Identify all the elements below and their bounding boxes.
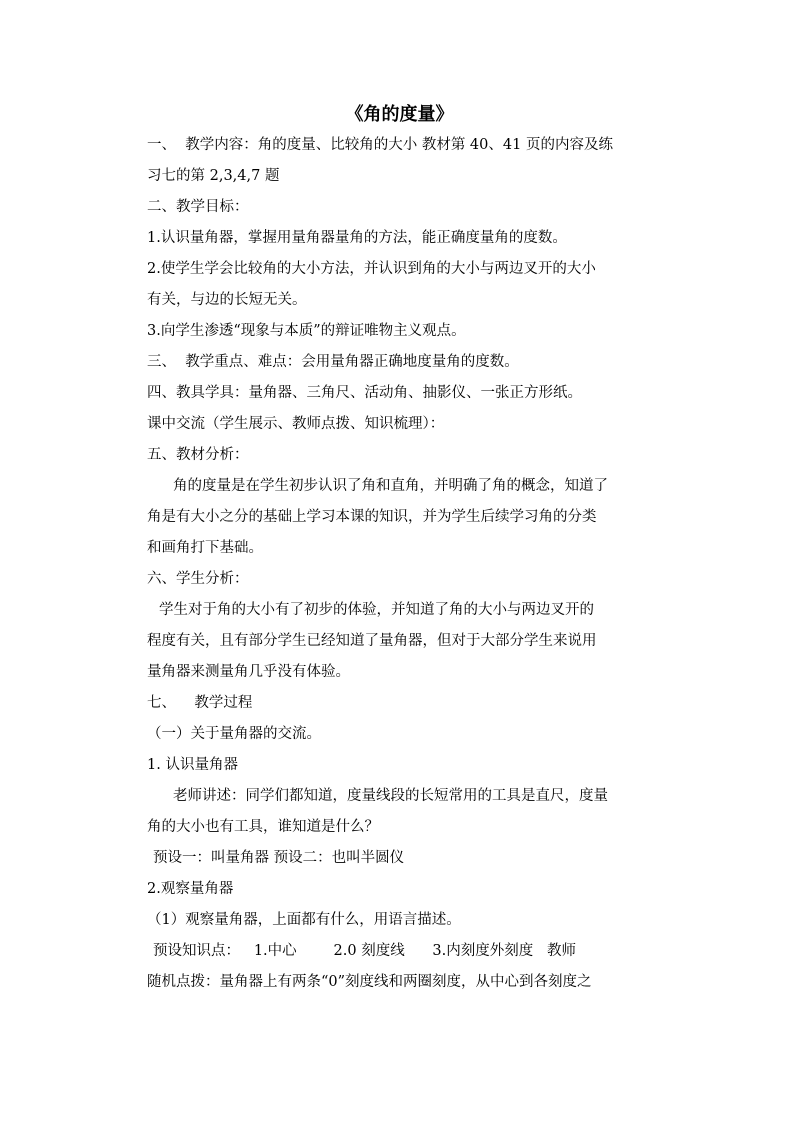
goal-3: 3.向学生渗透“现象与本质”的辩证唯物主义观点。 [147, 323, 466, 339]
material-analysis-p1: 角的度量是在学生初步认识了角和直角，并明确了角的概念，知道了 [173, 478, 608, 494]
goal-2: 2.使学生学会比较角的大小方法，并认识到角的大小与两边叉开的大小 [147, 261, 596, 277]
section-7-heading: 七、 教学过程 [147, 695, 253, 711]
teacher-guidance: 随机点拨：量角器上有两条“0”刻度线和两圈刻度，从中心到各刻度之 [147, 974, 592, 990]
preset-knowledge-points: 预设知识点： 1.中心 2.0 刻度线 3.内刻度外刻度 教师 [153, 943, 577, 959]
teacher-narration-p2: 角的大小也有工具，谁知道是什么？ [147, 819, 379, 835]
goal-1: 1.认识量角器，掌握用量角器量角的方法，能正确度量角的度数。 [147, 230, 567, 246]
document-page [147, 100, 652, 998]
step-2-heading: 2.观察量角器 [147, 881, 234, 897]
material-analysis-p2: 角是有大小之分的基础上学习本课的知识，并为学生后续学习角的分类 [147, 509, 597, 525]
section-3-focus: 三、 教学重点、难点：会用量角器正确地度量角的度数。 [147, 354, 519, 370]
section-2-heading: 二、教学目标： [147, 199, 249, 215]
section-1-content-cont: 习七的第 2,3,4,7 题 [147, 168, 280, 184]
section-4-tools: 四、教具学具：量角器、三角尺、活动角、抽影仪、一张正方形纸。 [147, 385, 582, 401]
section-6-heading: 六、学生分析： [147, 571, 249, 587]
presets: 预设一：叫量角器 预设二：也叫半圆仪 [153, 850, 405, 866]
observe-instruction: （1）观察量角器，上面都有什么，用语言描述。 [147, 912, 461, 928]
student-analysis-p1: 学生对于角的大小有了初步的体验，并知道了角的大小与两边叉开的 [159, 602, 594, 618]
material-analysis-p3: 和画角打下基础。 [147, 540, 263, 556]
teacher-narration-p1: 老师讲述：同学们都知道，度量线段的长短常用的工具是直尺，度量 [173, 788, 608, 804]
step-1-heading: 1. 认识量角器 [147, 757, 238, 773]
student-analysis-p2: 程度有关，且有部分学生已经知道了量角器，但对于大部分学生来说用 [147, 633, 597, 649]
process-part-1: （一）关于量角器的交流。 [147, 726, 321, 742]
document-title: 《角的度量》 [345, 104, 454, 125]
goal-2-cont: 有关，与边的长短无关。 [147, 292, 307, 308]
class-exchange: 课中交流（学生展示、教师点拨、知识梳理）： [147, 416, 445, 432]
section-1-content: 一、 教学内容：角的度量、比较角的大小 教材第 40、41 页的内容及练 [147, 137, 613, 153]
section-5-heading: 五、教材分析： [147, 447, 249, 463]
student-analysis-p3: 量角器来测量角几乎没有体验。 [147, 664, 350, 680]
